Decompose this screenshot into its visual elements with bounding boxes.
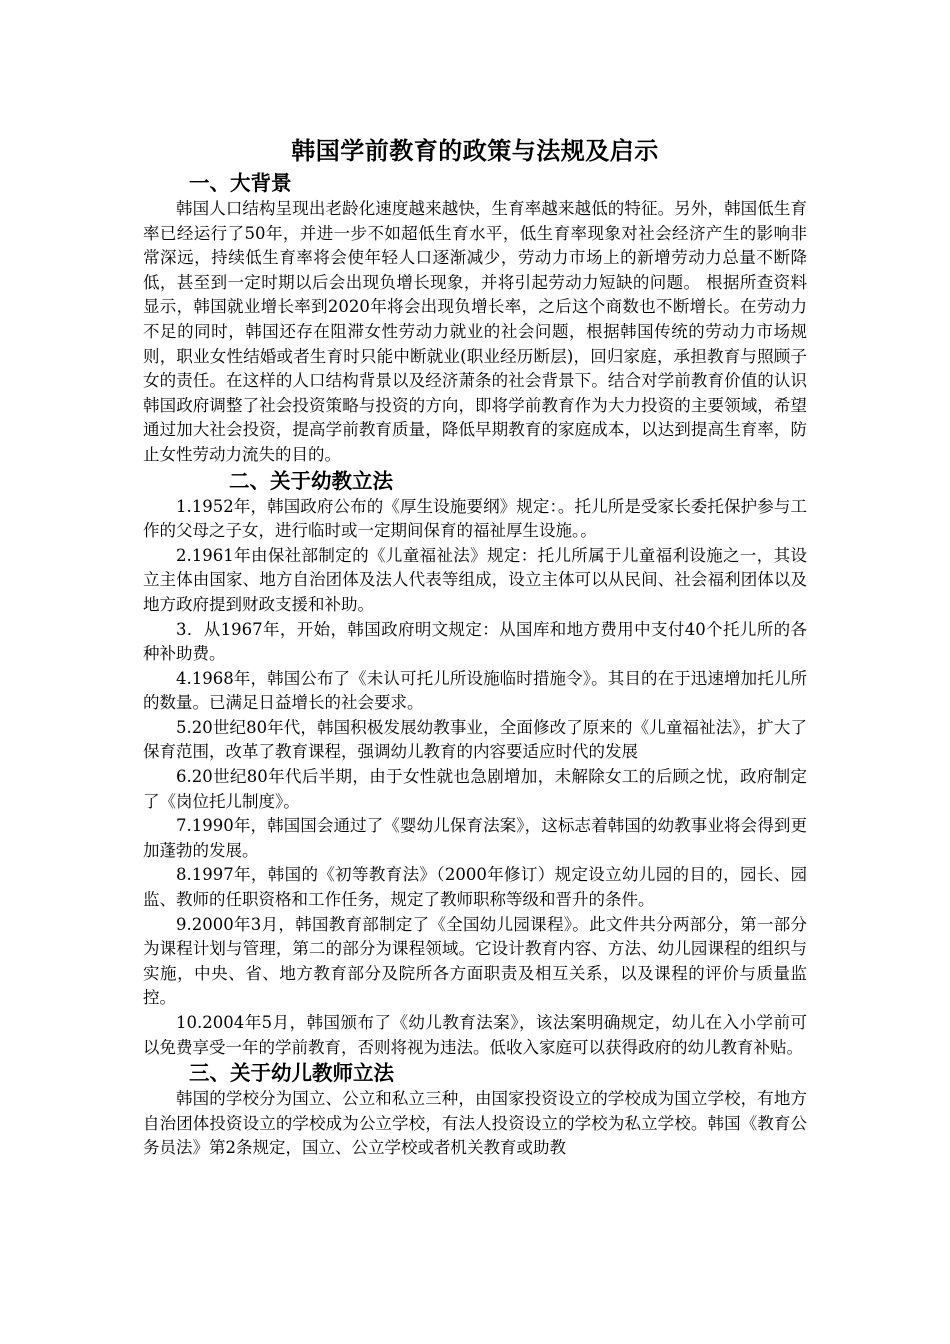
section-background: [143, 170, 807, 468]
paragraph: 韩国的学校分为国立、公立和私立三种，由国家投资设立的学校成为国立学校，有地方自治团体投资设立的学校成为公立学校，有法人投资设立的学校为私立学校。韩国《教育公务员法》第2条规定，国立、公立学校或者机关教育或助教: [143, 1089, 807, 1158]
paragraph: 3．从1967年，开始，韩国政府明文规定：从国库和地方费用中支付40个托儿所的各种补助费。: [143, 619, 807, 664]
paragraph: 9.2000年3月，韩国教育部制定了《全国幼儿园课程》。此文件共分两部分，第一部分为课程计划与管理，第二的部分为课程领域。它设计教育内容、方法、幼儿园课程的组织与实施，中央、省、地方教育部分及院所各方面职责及相互关系，以及课程的评价与质量监控。: [143, 914, 807, 1008]
paragraph: 韩国人口结构呈现出老龄化速度越来越快，生育率越来越低的特征。另外，韩国低生育率已经运行了50年，并进一步不如超低生育水平，低生育率现象对社会经济产生的影响非常深远，持续低生育率将会使年轻人口逐渐减少，劳动力市场上的新增劳动力总量不断降低，甚至到一定时期以后会出现负增长现象，并将引起劳动力短缺的问题。 根据所查资料显示，韩国就业增长率到2020年将会出现负增长率，之后这个商数也不断增长。在劳动力不足的同时，韩国还存在阻滞女性劳动力就业的社会问题，根据韩国传统的劳动力市场规则，职业女性结婚或者生育时只能中断就业(职业经历断层)，回归家庭，承担教育与照顾子女的责任。在这样的人口结构背景以及经济萧条的社会背景下。结合对学前教育价值的认识韩国政府调整了社会投资策略与投资的方向，即将学前教育作为大力投资的主要领域，希望通过加大社会投资，提高学前教育质量，降低早期教育的家庭成本，以达到提高生育率，防止女性劳动力流失的目的。: [143, 199, 807, 464]
paragraph: 2.1961年由保社部制定的《儿童福祉法》规定：托儿所属于儿童福利设施之一，其设立主体由国家、地方自治团体及法人代表等组成，设立主体可以从民间、社会福利团体以及地方政府提到财政支援和补助。: [143, 545, 807, 614]
section-heading: 二、关于幼教立法: [229, 468, 393, 493]
section-heading: 一、大背景: [189, 171, 292, 195]
document-title: 韩国学前教育的政策与法规及启示: [291, 136, 659, 165]
section-preschool-legislation: [143, 468, 807, 1061]
paragraph: 5.20世纪80年代，韩国积极发展幼教事业，全面修改了原来的《儿童福祉法》，扩大了保育范围，改革了教育课程，强调幼儿教育的内容要适应时代的发展: [143, 717, 807, 762]
paragraph: 1.1952年，韩国政府公布的《厚生设施要纲》规定：。托儿所是受家长委托保护参与工作的父母之子女，进行临时或一定期间保育的福祉厚生设施。。: [143, 496, 807, 541]
paragraph: 6.20世纪80年代后半期，由于女性就也急剧增加，未解除女工的后顾之忧，政府制定了《岗位托儿制度》。: [143, 767, 807, 811]
paragraph: 10.2004年5月，韩国颁布了《幼儿教育法案》，该法案明确规定，幼儿在入小学前可以免费享受一年的学前教育，否则将视为违法。低收入家庭可以获得政府的幼儿教育补贴。: [143, 1013, 807, 1057]
paragraph: 7.1990年，韩国国会通过了《婴幼儿保育法案》，这标志着韩国的幼教事业将会得到更加蓬勃的发展。: [143, 816, 807, 860]
section-teacher-legislation: [143, 1060, 807, 1161]
paragraph: 8.1997年，韩国的《初等教育法》（2000年修订）规定设立幼儿园的目的，园长、园监、教师的任职资格和工作任务，规定了教师职称等级和晋升的条件。: [143, 865, 807, 910]
section-heading: 三、关于幼儿教师立法: [189, 1061, 394, 1086]
paragraph: 4.1968年，韩国公布了《未认可托儿所设施临时措施令》。其目的在于迅速增加托儿所的数量。已满足日益增长的社会要求。: [143, 668, 807, 713]
document-body: [143, 134, 807, 1161]
